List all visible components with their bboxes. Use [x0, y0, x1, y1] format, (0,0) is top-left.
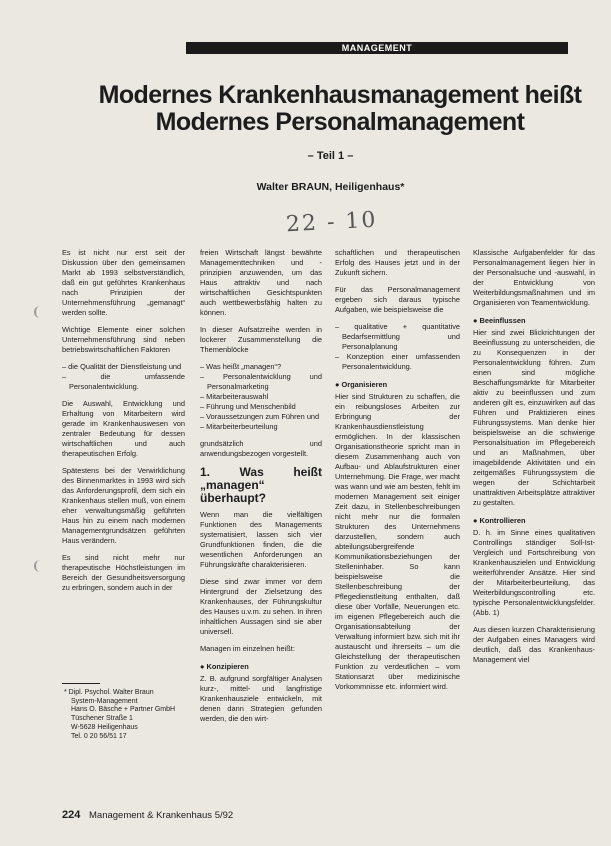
- paragraph: Spätestens bei der Verwirklichung des Binnenmarktes in 1993 wird sich das Anforderungsprofil, dem sich ein Krankenhaus stellen muß, von einem eher verwaltungsmäßig geführten Haus hin zu einem nach modernen Managementgrundsätzen geführten Haus verändern.: [62, 466, 185, 545]
- column-2: [200, 248, 322, 731]
- page-number: 224: [62, 809, 81, 821]
- paragraph: Für das Personalmanagement ergeben sich daraus typische Aufgaben, wie beispielsweise die: [335, 285, 460, 314]
- paragraph: Klassische Aufgabenfelder für das Personalmanagement liegen hier in der Personalsuche und -auswahl, in der Entwicklung von Weiterbildungsmaßnahmen und im Organisieren von Teamentwicklung.: [473, 248, 595, 307]
- column-3: [335, 248, 460, 699]
- subheading: ● Organisieren: [335, 380, 388, 389]
- title-line-1: Modernes Krankenhausmanagement heißt: [98, 81, 582, 109]
- paragraph: Managen im einzelnen heißt:: [200, 644, 295, 653]
- subheading: ● Beeinflussen: [473, 316, 526, 325]
- footnote-divider: [62, 683, 100, 684]
- article-author: Walter BRAUN, Heiligenhaus*: [256, 181, 405, 193]
- paragraph: Es sind nicht mehr nur therapeutische Höchstleistungen im Bereich der Gesundheitsversorgung zu erbringen, sondern auch in der: [62, 553, 185, 592]
- page-footer: [62, 809, 233, 821]
- paragraph: Hier sind Strukturen zu schaffen, die ein reibungsloses Arbeiten zur Erbringung der Krankenhausdienstleistung ermöglichen. In der klassischen Organisationstheorie spricht man in diesem Zusammenhang auch von Aufbau- und Ablaufstrukturen einer Unternehmung. Die Frage, wer macht was wann und wie am besten, fehlt im modernen Management seit einiger Zeit dazu, in Stellenbeschreibungen nicht mehr nur die formalen Strukturen des Unternehmens darzustellen, sondern auch abteilungsübergreifende Kommunikationsbeziehungen der Stelleninhaber. So kann beispielsweise die Stellenbeschreibung der Pflegedienstleitung enthalten, daß diese über Vorfälle, Neuerungen etc. im eigenen Pflegebereich auch die Organisationsabteilung der Verwaltung informiert bzw. sich mit ihr austauscht und ihrerseits – um die Gleichstellung der therapeutischen Funktion zu verdeutlichen – vom Stationsarzt über medizinische Vorkommnisse etc. informiert wird.: [335, 392, 460, 691]
- author-footnote: [64, 689, 186, 741]
- article-title: [60, 82, 611, 136]
- list-item: – Führung und Menschenbild: [200, 402, 296, 411]
- column-4: [473, 248, 595, 672]
- handwritten-note: 22 - 10: [285, 207, 379, 238]
- title-line-2: Modernes Personalmanagement: [155, 108, 525, 136]
- subheading: ● Kontrollieren: [473, 516, 526, 525]
- paragraph: Wichtige Elemente einer solchen Unternehmensführung sind neben betriebswirtschaftlichen Faktoren: [62, 325, 185, 354]
- list-item: – Mitarbeiterbeurteilung: [200, 422, 278, 431]
- bullet-list: [62, 362, 185, 392]
- list-item: – Personalentwicklung und Personalmarketing: [200, 372, 322, 391]
- paragraph: grundsätzlich und anwendungsbezogen vorgestellt.: [200, 439, 322, 458]
- list-item: – Mitarbeiterauswahl: [200, 392, 269, 401]
- footnote-line: Hans O. Bäsche + Partner GmbH: [71, 706, 176, 714]
- paragraph: Die Auswahl, Entwicklung und Erhaltung von Mitarbeitern wird gerade im Krankenhauswesen von zentraler Bedeutung für dessen wirtschaftlichen und auch therapeutischen Erfolg.: [62, 399, 185, 458]
- footnote-line: Tel. 0 20 56/51 17: [71, 732, 127, 740]
- paragraph: In dieser Aufsatzreihe werden in lockerer Zusammenstellung die Themenblöcke: [200, 325, 322, 354]
- paragraph: schaftlichen und therapeutischen Erfolg des Hauses jetzt und in der Zukunft sichern.: [335, 248, 460, 277]
- paragraph: D. h. im Sinne eines qualitativen Controllings ständiger Soll-Ist-Vergleich und Fortschreibung von Krankenhauszielen und Entwicklung weiterführender Ansätze. Hier sind der Mitarbeiterbeurteilung, das Weiterbildungscontrolling etc. typische Personalentwicklungsfelder. (Abb. 1): [473, 528, 595, 617]
- paragraph: Z. B. aufgrund sorgfältiger Analysen kurz-, mittel- und langfristige Krankenhausziele entwickeln, mit denen dann Strategien gefunden werden, die den wirt-: [200, 674, 322, 723]
- list-item: – qualitative + quantitative Bedarfsermittlung und Personalplanung: [335, 322, 460, 351]
- paragraph: Wenn man die vielfältigen Funktionen des Managements systematisiert, lassen sich vier Grundfunktionen finden, die die wesentlichen Anforderungen an Führungskräfte charakterisieren.: [200, 510, 322, 569]
- paragraph: Aus diesen kurzen Charakterisierung der Aufgaben eines Managers wird deutlich, daß das Krankenhaus-Management viel: [473, 625, 595, 664]
- footnote-line: System-Management: [71, 697, 138, 705]
- paragraph: Diese sind zwar immer vor dem Hintergrund der Zielsetzung des Krankenhauses, der Führungskultur des Hauses u.v.m. zu sehen. In ihren inhaltlichen Aussagen sind sie aber universell.: [200, 577, 322, 636]
- list-item: – Konzeption einer umfassenden Personalentwicklung.: [335, 352, 460, 371]
- punch-hole-mark: [34, 306, 46, 318]
- paragraph: Hier sind zwei Blickrichtungen der Beeinflussung zu unterscheiden, die zu Konsequenzen in der Personalentwicklung führen. Zum einen sind mögliche Beschaffungsmärkte für Mitarbeiter aktiv zu beeinflussen und zum anderen gilt es, einzuwirken auf das Führen und Praktizieren eines Führungssystems. Man denke hier beispielsweise an die schwierige Personalsituation im Pflegebereich und an Maßnahmen, über imagebildende Aktivitäten und ein zeitgemäßes Führungssystem die wegen der Schichtarbeit unattraktiven Arbeitsplätze attraktiver zu gestalten.: [473, 328, 595, 507]
- bullet-list: [200, 362, 322, 432]
- paragraph: Es ist nicht nur erst seit der Diskussion über den gemeinsamen Markt ab 1993 selbstverständlich, daß ein gut geführtes Krankenhaus nach Prinzipien der Unternehmensführung „gemanagt“ werden sollte.: [62, 248, 185, 317]
- list-item: – Was heißt „managen“?: [200, 362, 282, 371]
- footnote-line: * Dipl. Psychol. Walter Braun: [64, 689, 154, 696]
- paragraph: freien Wirtschaft längst bewährte Managementtechniken und -prinzipien anzuwenden, um das Haus attraktiv und nach wirtschaftlichen Gesichtspunkten auch wettbewerbsfähig halten zu können.: [200, 248, 322, 317]
- punch-hole-mark: [34, 560, 46, 572]
- journal-name: Management & Krankenhaus 5/92: [89, 810, 234, 821]
- list-item: – die umfassende Personalentwicklung.: [62, 372, 185, 391]
- footnote-line: Tüschener Straße 1: [71, 715, 133, 723]
- footnote-line: W-5628 Heiligenhaus: [71, 723, 138, 731]
- section-heading: 1. Was heißt „managen“ überhaupt?: [200, 465, 322, 505]
- column-1: [62, 248, 185, 600]
- subheading: ● Konzipieren: [200, 662, 249, 671]
- bullet-list: [335, 322, 460, 372]
- section-banner: MANAGEMENT: [186, 42, 568, 54]
- list-item: – Voraussetzungen zum Führen und: [200, 412, 320, 421]
- article-subtitle: – Teil 1 –: [307, 150, 354, 162]
- list-item: – die Qualität der Dienstleistung und: [62, 362, 182, 371]
